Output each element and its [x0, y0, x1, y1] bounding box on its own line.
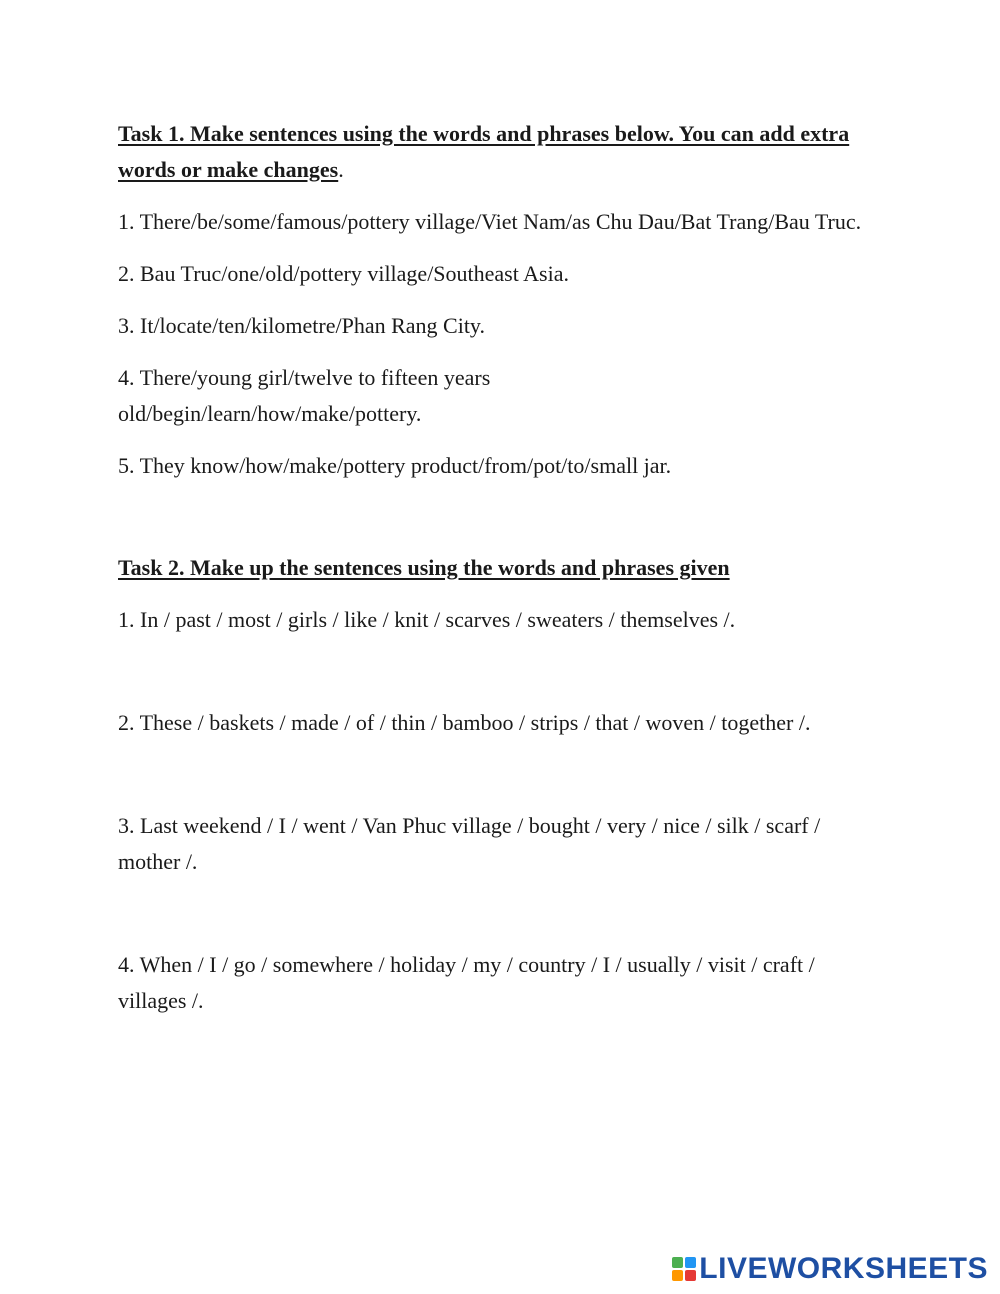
task2-heading-text: Task 2. Make up the sentences using the words and phrases given	[118, 555, 730, 580]
liveworksheets-logo	[672, 1254, 988, 1284]
task1-item-4: 4. There/young girl/twelve to fifteen years old/begin/learn/how/make/pottery.	[118, 365, 491, 426]
task2-list	[118, 602, 898, 1019]
task1-item-2: 2. Bau Truc/one/old/pottery village/Southeast Asia.	[118, 261, 569, 286]
task1-heading-text: Task 1. Make sentences using the words and phrases below. You can add extra words or make changes	[118, 121, 850, 182]
logo-block	[685, 1257, 696, 1268]
task1-item-5: 5. They know/how/make/pottery product/from/pot/to/small jar.	[118, 453, 672, 478]
task2-heading	[118, 550, 898, 586]
task1-heading-period: .	[338, 157, 344, 182]
logo-block	[685, 1270, 696, 1281]
task1-item-3: 3. It/locate/ten/kilometre/Phan Rang City.	[118, 313, 485, 338]
logo-block	[672, 1257, 683, 1268]
task1-item-1: 1. There/be/some/famous/pottery village/Viet Nam/as Chu Dau/Bat Trang/Bau Truc.	[118, 209, 862, 234]
task2-item-2: 2. These / baskets / made / of / thin / bamboo / strips / that / woven / together /.	[118, 710, 811, 735]
logo-blocks-icon	[672, 1257, 696, 1281]
logo-block	[672, 1270, 683, 1281]
worksheet-page	[118, 116, 898, 1086]
task2-item-1: 1. In / past / most / girls / like / knit / scarves / sweaters / themselves /.	[118, 607, 736, 632]
task2-item-3: 3. Last weekend / I / went / Van Phuc village / bought / very / nice / silk / scarf / mother /.	[118, 813, 821, 874]
task1-heading	[118, 116, 898, 188]
task2-item-4: 4. When / I / go / somewhere / holiday / my / country / I / usually / visit / craft / villages /.	[118, 952, 815, 1013]
task1-list	[118, 204, 898, 484]
logo-text: LIVEWORKSHEETS	[699, 1252, 988, 1285]
